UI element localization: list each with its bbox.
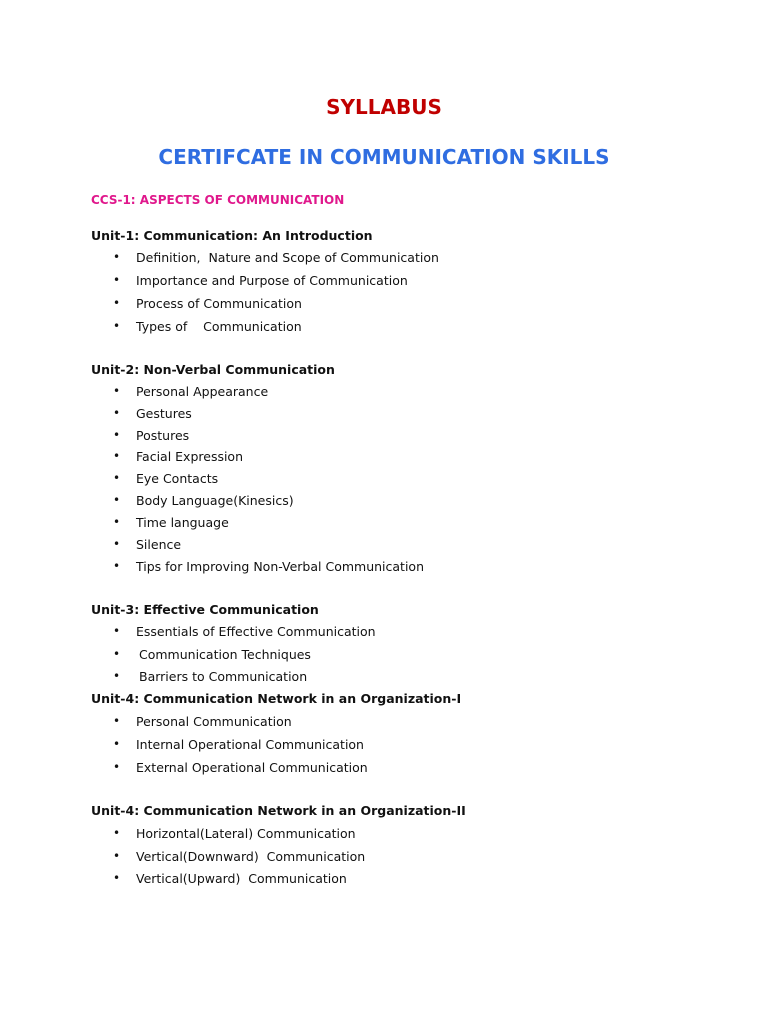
list-item-text: Communication Techniques	[139, 647, 311, 662]
unit-4-ii-heading: Unit-4: Communication Network in an Organization-II	[91, 803, 466, 818]
bullet-icon: •	[113, 624, 121, 638]
bullet-icon: •	[113, 471, 121, 485]
list-item	[0, 273, 768, 291]
bullet-icon: •	[113, 826, 121, 840]
bullet-icon: •	[113, 273, 121, 287]
list-item	[0, 849, 768, 867]
list-item	[0, 515, 768, 533]
list-item-text: Vertical(Upward) Communication	[136, 871, 347, 886]
list-item	[0, 250, 768, 268]
list-item-text: Internal Operational Communication	[136, 737, 364, 752]
bullet-icon: •	[113, 647, 121, 661]
list-item	[0, 826, 768, 844]
list-item-text: Horizontal(Lateral) Communication	[136, 826, 356, 841]
list-item	[0, 737, 768, 755]
list-item	[0, 406, 768, 424]
bullet-icon: •	[113, 296, 121, 310]
course-heading: CCS-1: ASPECTS OF COMMUNICATION	[91, 193, 345, 207]
bullet-icon: •	[113, 714, 121, 728]
list-item-text: Definition, Nature and Scope of Communication	[136, 250, 439, 265]
list-item	[0, 471, 768, 489]
list-item-text: Process of Communication	[136, 296, 302, 311]
bullet-icon: •	[113, 384, 121, 398]
list-item-text: Postures	[136, 428, 190, 443]
list-item	[0, 559, 768, 577]
bullet-icon: •	[113, 250, 121, 264]
list-item-text: Personal Appearance	[136, 384, 269, 399]
list-item	[0, 624, 768, 642]
list-item-text: Barriers to Communication	[139, 669, 308, 684]
bullet-icon: •	[113, 493, 121, 507]
list-item-text: External Operational Communication	[136, 760, 368, 775]
list-item	[0, 871, 768, 889]
list-item	[0, 319, 768, 337]
list-item	[0, 760, 768, 778]
bullet-icon: •	[113, 319, 121, 333]
list-item	[0, 647, 768, 665]
page-title: SYLLABUS	[326, 95, 442, 119]
bullet-icon: •	[113, 871, 121, 885]
list-item	[0, 714, 768, 732]
bullet-icon: •	[113, 406, 121, 420]
list-item	[0, 384, 768, 402]
bullet-icon: •	[113, 669, 121, 683]
list-item-text: Types of Communication	[136, 319, 302, 334]
bullet-icon: •	[113, 760, 121, 774]
list-item-text: Importance and Purpose of Communication	[136, 273, 408, 288]
bullet-icon: •	[113, 559, 121, 573]
page-subtitle: CERTIFCATE IN COMMUNICATION SKILLS	[158, 145, 610, 169]
list-item-text: Eye Contacts	[136, 471, 219, 486]
bullet-icon: •	[113, 428, 121, 442]
list-item-text: Gestures	[136, 406, 192, 421]
bullet-icon: •	[113, 537, 121, 551]
list-item-text: Personal Communication	[136, 714, 292, 729]
bullet-icon: •	[113, 449, 121, 463]
bullet-icon: •	[113, 849, 121, 863]
bullet-icon: •	[113, 515, 121, 529]
list-item-text: Body Language(Kinesics)	[136, 493, 294, 508]
list-item-text: Silence	[136, 537, 182, 552]
list-item	[0, 428, 768, 446]
unit-4-heading: Unit-4: Communication Network in an Organization-I	[91, 691, 462, 706]
list-item-text: Vertical(Downward) Communication	[136, 849, 366, 864]
unit-1-heading: Unit-1: Communication: An Introduction	[91, 228, 373, 243]
list-item	[0, 669, 768, 687]
unit-2-heading: Unit-2: Non-Verbal Communication	[91, 362, 335, 377]
list-item-text: Tips for Improving Non-Verbal Communication	[136, 559, 424, 574]
list-item	[0, 537, 768, 555]
list-item-text: Facial Expression	[136, 449, 244, 464]
list-item	[0, 493, 768, 511]
bullet-icon: •	[113, 737, 121, 751]
list-item-text: Time language	[136, 515, 229, 530]
list-item	[0, 449, 768, 467]
list-item	[0, 296, 768, 314]
list-item-text: Essentials of Effective Communication	[136, 624, 376, 639]
unit-3-heading: Unit-3: Effective Communication	[91, 602, 319, 617]
